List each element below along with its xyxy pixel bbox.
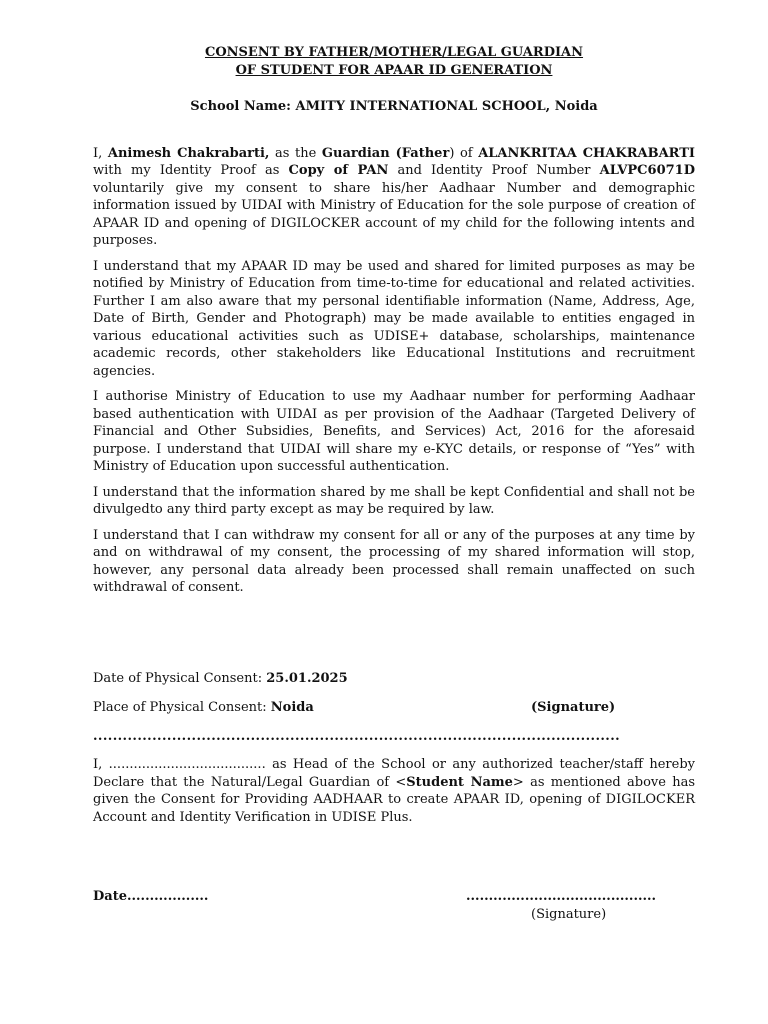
identity-proof-number: ALVPC6071D xyxy=(599,163,695,178)
consent-paragraph-3: I authorise Ministry of Education to use my Aadhaar number for performing Aadhaar based authentication with UIDAI as per provision of the Aadhaar (Targeted Delivery of Financial and Other Subsidies, Benefits, and Services) Act, 2016 for the aforesaid purpose. I understand that UIDAI will share my e-KYC details, or response of “Yes” with Ministry of Education upon successful authentication. xyxy=(93,389,695,474)
guardian-name: Animesh Chakrabarti, xyxy=(107,145,270,161)
declaration-paragraph: I, ...................................... as Head of the School or any authorized teacher/staff hereby Declare that the Natural/Legal Guardian of <Student Name> as mentioned above has given the Consent for Providing AADHAAR to create APAAR ID, opening of DIGILOCKER Account and Identity Verification in UDISE Plus. xyxy=(93,757,695,825)
consent-paragraph-1: I, Animesh Chakrabarti, as the Guardian (Father) of ALANKRITAA CHAKRABARTI with my Identity Proof as Copy of PAN and Identity Proof Number ALVPC6071D voluntarily give my consent to share his/her Aadhaar Number and demographic information issued by UIDAI with Ministry of Education for the sole purpose of creation of APAAR ID and opening of DIGILOCKER account of my child for the following intents and purposes. xyxy=(93,145,696,248)
guardian-role: Guardian (Father xyxy=(321,145,450,161)
guardian-signature-label: (Signature) xyxy=(531,700,616,715)
place-of-consent: Place of Physical Consent: Noida xyxy=(93,700,314,715)
declaration-student-name: Student Name xyxy=(406,774,513,790)
title-line-2: OF STUDENT FOR APAAR ID GENERATION xyxy=(235,63,553,78)
footer-date: Date.................. xyxy=(93,889,209,904)
student-name: ALANKRITAA CHAKRABARTI xyxy=(478,145,696,161)
consent-place-value: Noida xyxy=(270,700,314,715)
consent-paragraph-5: I understand that I can withdraw my consent for all or any of the purposes at any time by and on withdrawal of my consent, the processing of my shared information will stop, however, any personal data already been processed shall remain unaffected on such withdrawal of consent. xyxy=(93,527,695,595)
date-of-consent: Date of Physical Consent: 25.01.2025 xyxy=(93,671,348,686)
separator-dotted-line: ........................................................................................................... xyxy=(93,729,621,744)
footer-signature-dots: .......................................... xyxy=(466,889,657,904)
school-name: School Name: AMITY INTERNATIONAL SCHOOL, Noida xyxy=(190,99,598,114)
consent-date-value: 25.01.2025 xyxy=(266,671,348,686)
footer-signature-label: (Signature) xyxy=(531,907,607,922)
consent-paragraph-4: I understand that the information shared by me shall be kept Confidential and shall not be divulgedto any third party except as may be required by law. xyxy=(93,484,695,517)
consent-paragraph-2: I understand that my APAAR ID may be used and shared for limited purposes as may be notified by Ministry of Education from time-to-time for educational and related activities. Further I am also aware that my personal identifiable information (Name, Address, Age, Date of Birth, Gender and Photograph) may be made available to entities engaged in various educational activities such as UDISE+ database, scholarships, maintenance academic records, other stakeholders like Educational Institutions and recruitment agencies. xyxy=(93,258,695,379)
title-line-1: CONSENT BY FATHER/MOTHER/LEGAL GUARDIAN xyxy=(204,45,584,60)
identity-proof: Copy of PAN xyxy=(288,163,389,178)
